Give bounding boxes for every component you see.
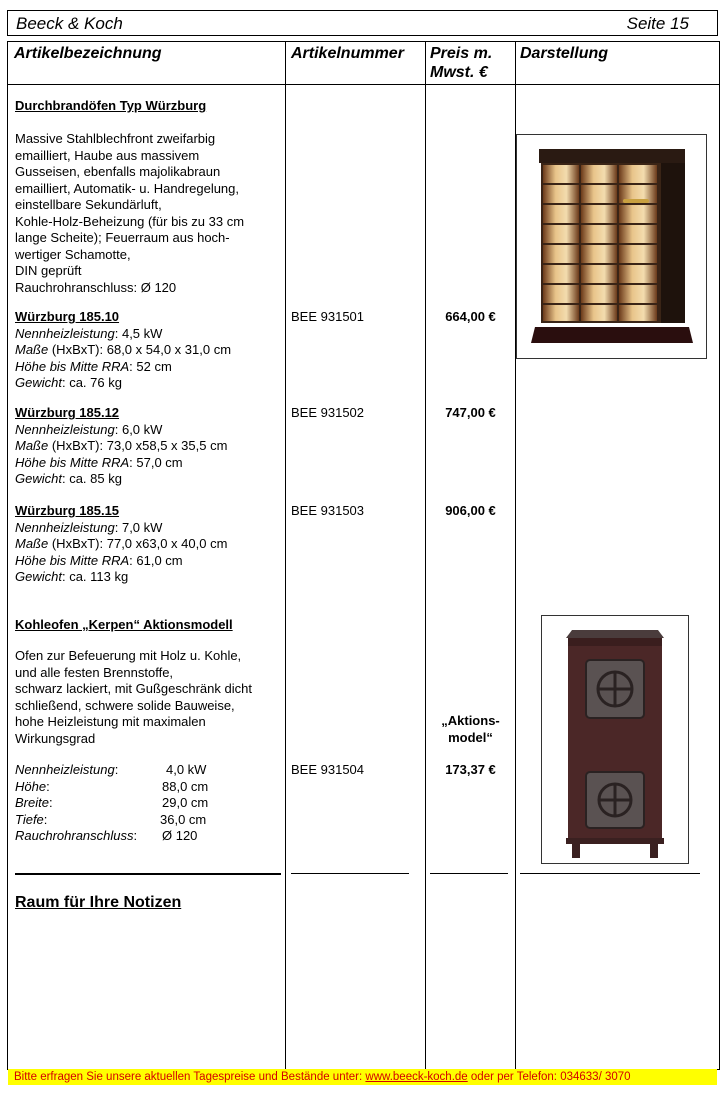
website-link[interactable]: www.beeck-koch.de bbox=[365, 1071, 468, 1083]
column-divider bbox=[285, 42, 286, 1069]
column-header-name: Artikelbezeichnung bbox=[14, 45, 162, 62]
article-number: BEE 931504 bbox=[291, 762, 365, 777]
company-name: Beeck & Koch bbox=[16, 14, 123, 33]
kerpen-stove-image bbox=[541, 615, 689, 864]
column-header-price: Preis m. Mwst. € bbox=[430, 45, 493, 81]
page-number: Seite 15 bbox=[626, 14, 689, 33]
article-number: BEE 931502 bbox=[291, 405, 365, 420]
section-title-wuerzburg: Durchbrandöfen Typ Würzburg bbox=[15, 98, 207, 113]
column-divider bbox=[425, 42, 426, 1069]
notes-title: Raum für Ihre Notizen bbox=[15, 894, 182, 911]
section-description-kerpen: Ofen zur Befeuerung mit Holz u. Kohle, und alle festen Brennstoffe, schwarz lackiert, mit Gußgeschränk dicht schließend, schwere solide Bauweise, hohe Heizleistung mit maximalen Wirkungsgrad bbox=[15, 648, 252, 746]
header-row-divider bbox=[8, 84, 719, 85]
promo-label: „Aktions- model“ bbox=[441, 713, 500, 745]
product-table bbox=[7, 41, 720, 1070]
column-header-number: Artikelnummer bbox=[291, 45, 404, 62]
price: 173,37 € bbox=[445, 762, 496, 777]
article-number: BEE 931503 bbox=[291, 503, 365, 518]
section-title-kerpen: Kohleofen „Kerpen“ Aktionsmodell bbox=[15, 617, 233, 632]
divider bbox=[15, 873, 281, 875]
product-item-185-15: Würzburg 185.15 Nennheizleistung: 7,0 kW Maße (HxBxT): 77,0 x63,0 x 40,0 cm Höhe bis Mitte RRA: 61,0 cm Gewicht: ca. 113 kg bbox=[15, 503, 228, 584]
column-header-image: Darstellung bbox=[520, 45, 609, 62]
footer-banner: Bitte erfragen Sie unsere aktuellen Tagespreise und Bestände unter: www.beeck-koch.de oder per Telefon: 034633/ 3070 bbox=[8, 1069, 717, 1085]
section-description-wuerzburg: Massive Stahlblechfront zweifarbig emailliert, Haube aus massivem Gusseisen, ebenfalls majolikabraun emailliert, Automatik- u. Handregelung, einstellbare Sekundärluft, Kohle-Holz-Beheizung (für bis zu 33 cm lange Scheite); Feuerraum aus hoch- wertiger Schamotte, DIN geprüft Rauchrohranschluss: Ø 120 bbox=[15, 131, 245, 295]
page-header bbox=[7, 10, 718, 36]
divider bbox=[430, 873, 508, 874]
price: 747,00 € bbox=[445, 405, 496, 420]
product-item-185-10: Würzburg 185.10 Nennheizleistung: 4,5 kW Maße (HxBxT): 68,0 x 54,0 x 31,0 cm Höhe bis Mitte RRA: 52 cm Gewicht: ca. 76 kg bbox=[15, 309, 232, 390]
article-number: BEE 931501 bbox=[291, 309, 365, 324]
kerpen-specs: Nennheizleistung: 4,0 kW Höhe: 88,0 cm Breite: 29,0 cm Tiefe: 36,0 cm Rauchrohranschluss: Ø 120 bbox=[15, 762, 209, 843]
product-item-185-12: Würzburg 185.12 Nennheizleistung: 6,0 kW Maße (HxBxT): 73,0 x58,5 x 35,5 cm Höhe bis Mitte RRA: 57,0 cm Gewicht: ca. 85 kg bbox=[15, 405, 228, 486]
wuerzburg-stove-image bbox=[516, 134, 707, 359]
divider bbox=[520, 873, 700, 874]
price: 906,00 € bbox=[445, 503, 496, 518]
price: 664,00 € bbox=[445, 309, 496, 324]
divider bbox=[291, 873, 409, 874]
